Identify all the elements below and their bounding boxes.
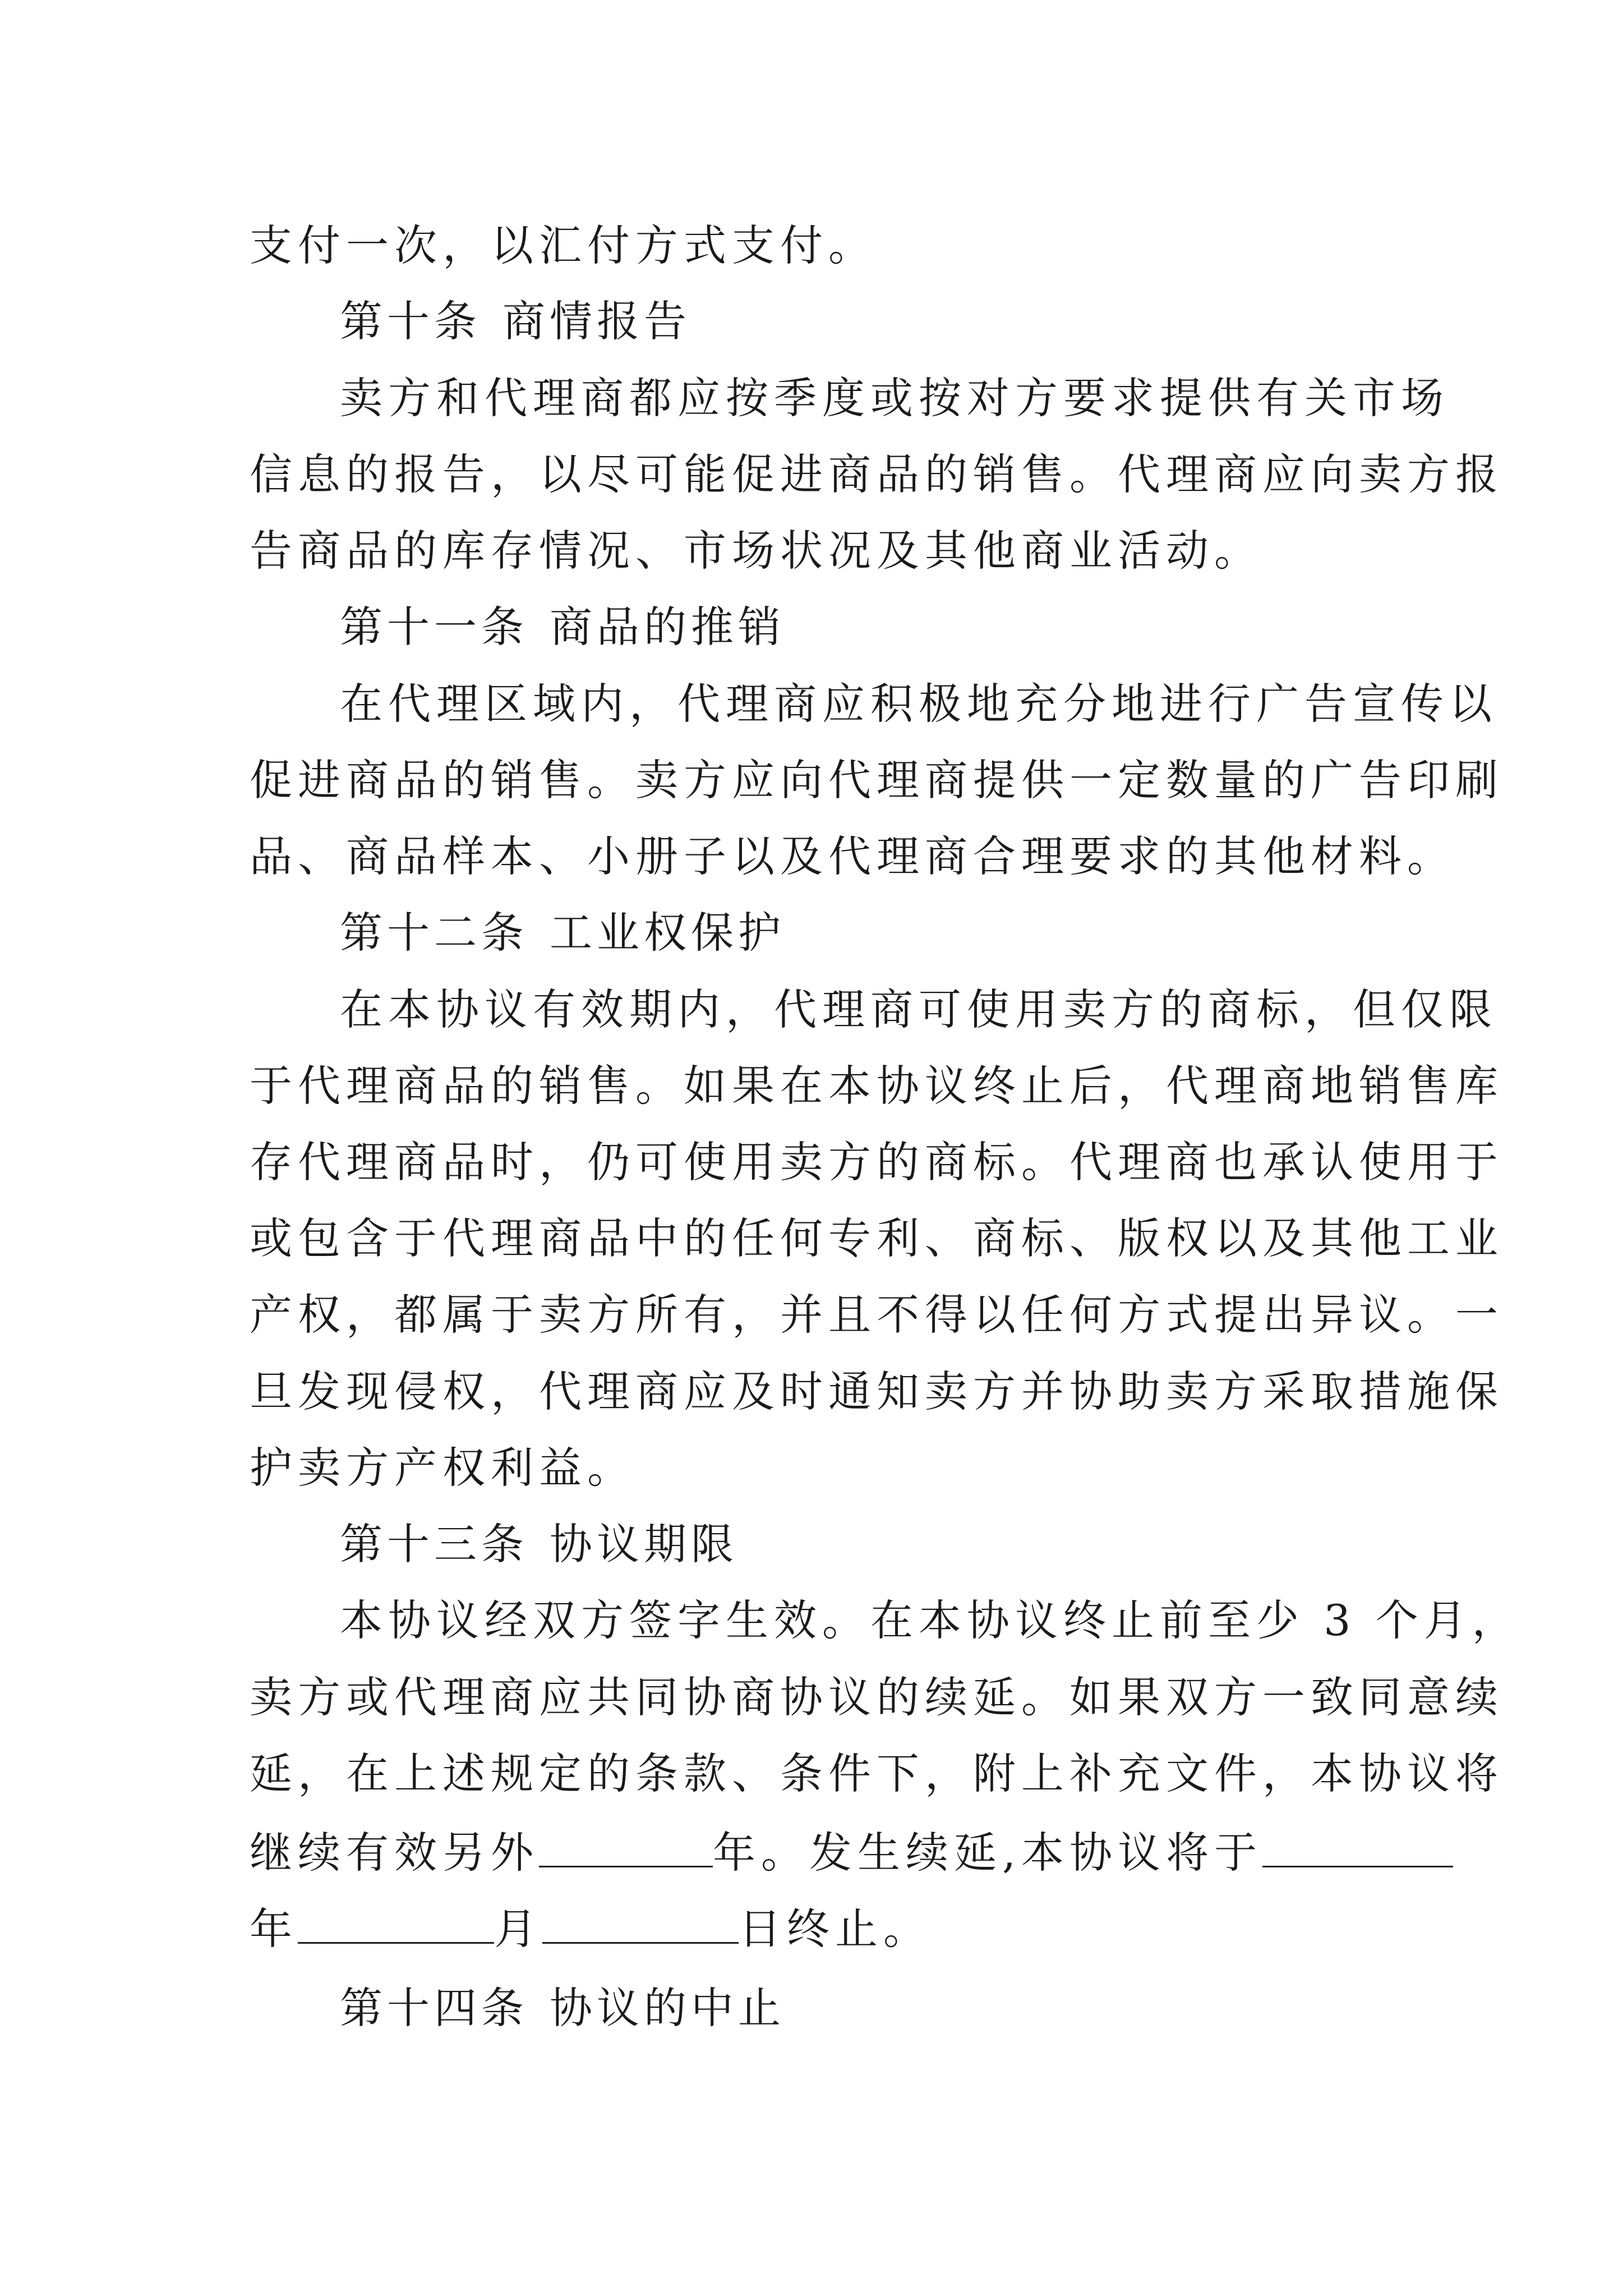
paragraph-line: 卖方和代理商都应按季度或按对方要求提供有关市场 [340,373,1449,423]
fill-in-blank-day[interactable] [542,1898,739,1944]
section-heading-11 [340,599,785,655]
section-number: 第十四条 [340,1983,528,2033]
section-number: 第十一条 [340,602,528,652]
fill-in-blank-month[interactable] [298,1898,494,1944]
paragraph-line: 支付一次，以汇付方式支付。 [250,220,877,270]
section-number: 第十二条 [340,908,528,958]
section-heading-10 [340,293,691,349]
text-fragment: 日终止。 [739,1904,932,1954]
paragraph-line: 或包含于代理商品中的任何专利、商标、版权以及其他工业 [250,1213,1504,1263]
section-title: 商情报告 [502,296,691,346]
paragraph-line: 于代理商品的销售。如果在本协议终止后，代理商地销售库 [250,1061,1504,1111]
section-heading-14 [340,1980,785,2036]
paragraph-line-with-blanks [250,1898,932,1954]
paragraph-line-with-blanks [250,1822,1453,1878]
section-heading-12 [340,905,785,961]
paragraph-line: 在代理区域内，代理商应积极地充分地进行广告宣传以 [340,679,1497,729]
text-fragment: 月 [494,1904,542,1954]
fill-in-blank-years[interactable] [539,1822,713,1867]
paragraph-line: 产权，都属于卖方所有，并且不得以任何方式提出异议。一 [250,1290,1504,1340]
paragraph-line: 促进商品的销售。卖方应向代理商提供一定数量的广告印刷 [250,755,1504,805]
paragraph-line: 在本协议有效期内，代理商可使用卖方的商标，但仅限 [340,984,1497,1034]
section-number: 第十三条 [340,1519,528,1569]
paragraph-line: 旦发现侵权，代理商应及时通知卖方并协助卖方采取措施保 [250,1366,1504,1416]
paragraph-line: 告商品的库存情况、市场状况及其他商业活动。 [250,526,1262,576]
section-title: 协议期限 [550,1519,738,1569]
section-title: 协议的中止 [550,1983,785,2033]
section-heading-13 [340,1516,738,1572]
text-fragment: 年 [250,1904,298,1954]
text-fragment: 年。发生续延,本协议将于 [713,1828,1263,1878]
section-title: 工业权保护 [550,908,785,958]
paragraph-line: 品、商品样本、小册子以及代理商合理要求的其他材料。 [250,831,1455,881]
text-fragment: 继续有效另外 [250,1828,539,1878]
paragraph-line: 卖方或代理商应共同协商协议的续延。如果双方一致同意续 [250,1672,1504,1722]
paragraph-line: 信息的报告，以尽可能促进商品的销售。代理商应向卖方报 [250,449,1504,499]
paragraph-line: 本协议经双方签字生效。在本协议终止前至少 3 个月， [340,1595,1520,1645]
section-title: 商品的推销 [550,602,785,652]
section-number: 第十条 [340,296,481,346]
paragraph-line: 存代理商品时，仍可使用卖方的商标。代理商也承认使用于 [250,1137,1504,1187]
paragraph-line: 护卖方产权利益。 [250,1443,635,1493]
fill-in-blank-end-year[interactable] [1262,1822,1453,1867]
paragraph-line: 延，在上述规定的条款、条件下，附上补充文件，本协议将 [250,1749,1504,1798]
